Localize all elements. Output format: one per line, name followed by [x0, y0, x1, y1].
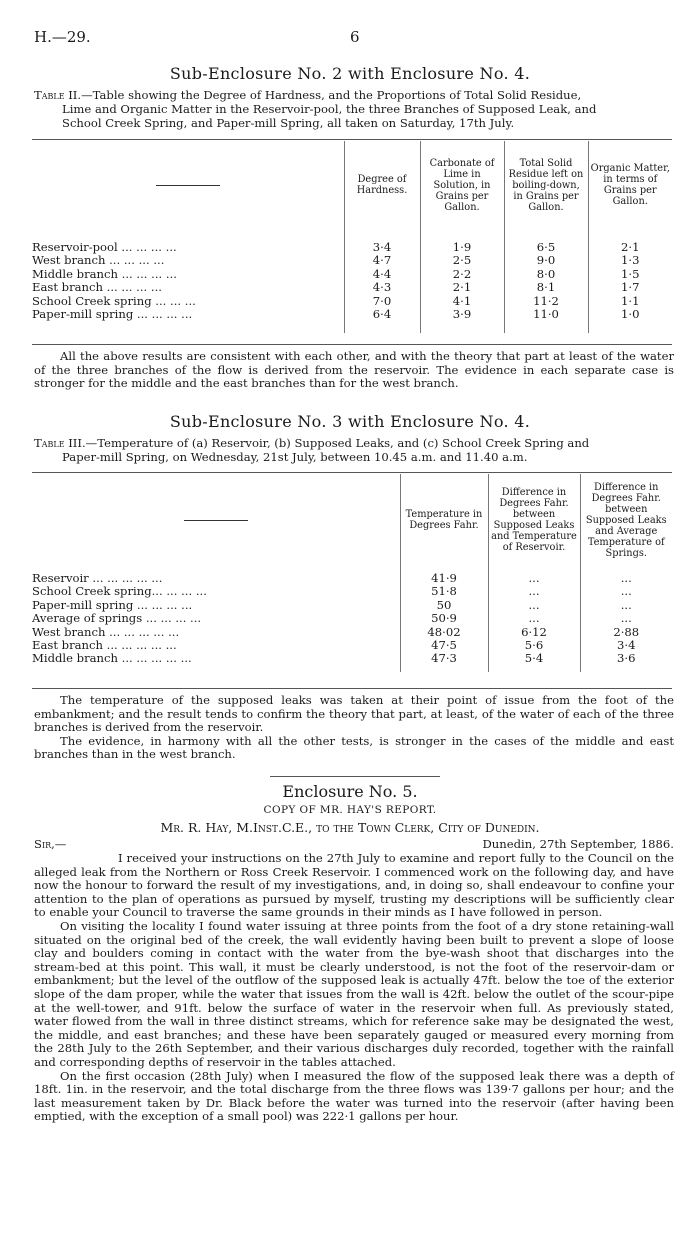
row-label: Reservoir ... ... ... ... ... — [32, 572, 163, 585]
cell: 2·5 — [420, 254, 504, 267]
table-2-note — [34, 350, 674, 391]
cell: 6·4 — [344, 308, 420, 321]
cell: 1·0 — [588, 308, 672, 321]
table-3-header-row — [32, 474, 672, 566]
cell: 51·8 — [400, 585, 488, 598]
sub-enclosure-3-title: Sub-Enclosure No. 3 with Enclosure No. 4. — [169, 412, 531, 431]
table-2-caption-line: —Table showing the Degree of Hardness, and the Proportions of Total Solid Residue, — [81, 88, 582, 102]
cell: 47·5 — [400, 639, 488, 652]
row-label: Paper-mill spring ... ... ... ... — [32, 308, 193, 322]
table-row — [32, 585, 672, 598]
table-3-notes — [34, 694, 674, 762]
section-divider — [270, 776, 440, 777]
cell: 1·1 — [588, 295, 672, 308]
cell: 47·3 — [400, 652, 488, 665]
table-3 — [32, 474, 672, 672]
cell: 3·9 — [420, 308, 504, 321]
row-label: East branch ... ... ... ... — [32, 281, 162, 295]
cell: 9·0 — [504, 254, 588, 267]
table-2-header-row — [32, 141, 672, 229]
salutation: Sir,— — [34, 837, 67, 851]
cell: 1·7 — [588, 281, 672, 294]
page-number: 6 — [350, 28, 360, 46]
table-3-label: Table III. — [34, 436, 86, 450]
paragraph: I received your instructions on the 27th July to examine and report fully to the Council on the alleged leak from the Northern or Ross Creek Reservoir. I commenced work on the following day, and have now the honour to forward the result of my investigations, and, in doing so, shall endeavour to confine your attention to the plan of operations as pursued by myself, trusting my descriptions will be sufficiently clear to enable your Council to traverse the same grounds in their minds as I have followed in person. — [34, 851, 674, 920]
cell: 2·2 — [420, 268, 504, 281]
cell: 41·9 — [400, 572, 488, 585]
cell: 6·12 — [488, 626, 580, 639]
cell: ... — [488, 599, 580, 612]
table-3-header-diff-reservoir: Difference in Degrees Fahr. between Supposed Leaks and Temperature of Reservoir. — [488, 474, 580, 566]
cell: 50 — [400, 599, 488, 612]
table-3-caption-line: Paper-mill Spring, on Wednesday, 21st July, between 10.45 a.m. and 11.40 a.m. — [62, 450, 528, 464]
table-row — [32, 652, 672, 665]
cell: 2·88 — [580, 626, 672, 639]
table-row — [32, 308, 672, 321]
row-label: Paper-mill spring ... ... ... ... — [32, 598, 193, 612]
table-3-header-diff-springs: Difference in Degrees Fahr. between Supposed Leaks and Average Temperature of Springs. — [580, 474, 672, 566]
cell: 4·4 — [344, 268, 420, 281]
cell: 48·02 — [400, 626, 488, 639]
row-label: Reservoir-pool ... ... ... ... — [32, 241, 177, 254]
cell: 3·4 — [344, 241, 420, 254]
row-label: School Creek spring... ... ... ... — [32, 585, 207, 599]
row-label: West branch ... ... ... ... ... — [32, 625, 180, 639]
cell: 4·3 — [344, 281, 420, 294]
table-row — [32, 281, 672, 294]
table-3-note-text: The temperature of the supposed leaks was taken at their point of issue from the foot of the embankment; and the result tends to confirm the theory that part, at least, of the water of each of the three branches is derived from the reservoir. — [34, 693, 674, 735]
report-body — [34, 838, 674, 1124]
cell: ... — [580, 585, 672, 598]
report-subtitle: COPY OF MR. HAY'S REPORT. — [263, 804, 437, 816]
report-date: Dunedin, 27th September, 1886. — [482, 837, 674, 851]
paragraph: On visiting the locality I found water issuing at three points from the foot of a dry stone retaining-wall situated on the original bed of the creek, the wall evidently having been built to prevent a slope of loose clay and boulders coming in contact with the water from the bye-wash shoot that discharges into the stream-bed at this point. This wall, it must be clearly understood, is not the foot of the reservoir-dam or embankment; but the level of the outflow of the supposed leak is actually 47ft. below the toe of the exterior slope of the dam proper, while the water that issues from the wall is 42ft. below the outlet of the scour-pipe at the well-tower, and 91ft. below the surface of water in the reservoir when full. As previously stated, water flowed from the wall in three distinct streams, which for reference sake may be designated the west, the middle, and east branches; and these have been separately gauged or measured every morning from the 28th July to the 26th September, and their various discharges duly recorded, together with the rainfall and corresponding depths of reservoir in the tables attached. — [34, 918, 674, 1069]
table-2-top-rule — [32, 139, 672, 140]
cell: ... — [488, 612, 580, 625]
table-3-note-text: The evidence, in harmony with all the other tests, is stronger in the cases of the middle and east branches than in the west branch. — [34, 733, 674, 762]
cell: 11·0 — [504, 308, 588, 321]
cell: 5·4 — [488, 652, 580, 665]
sub-enclosure-2-title: Sub-Enclosure No. 2 with Enclosure No. 4. — [169, 64, 531, 83]
table-row — [32, 572, 672, 585]
cell: ... — [488, 585, 580, 598]
cell: 4·1 — [420, 295, 504, 308]
table-3-header-temperature: Temperature in Degrees Fahr. — [400, 474, 488, 566]
cell: 3·4 — [580, 639, 672, 652]
table-2-bottom-rule — [32, 344, 672, 345]
table-2-label: Table II. — [34, 88, 82, 102]
table-2-caption-line: School Creek Spring, and Paper-mill Spring, all taken on Saturday, 17th July. — [62, 116, 515, 130]
row-label: East branch ... ... ... ... ... — [32, 639, 177, 653]
table-2-header-residue: Total Solid Residue left on boiling-down, in Grains per Gallon. — [504, 141, 588, 229]
report-from-line: Mr. R. Hay, M.Inst.C.E., to the Town Clerk, City of Dunedin. — [160, 820, 540, 835]
header-dash — [184, 520, 248, 521]
cell: 6·5 — [504, 241, 588, 254]
cell: 5·6 — [488, 639, 580, 652]
cell: 8·0 — [504, 268, 588, 281]
cell: 2·1 — [588, 241, 672, 254]
cell: ... — [580, 572, 672, 585]
cell: 3·6 — [580, 652, 672, 665]
cell: 50·9 — [400, 612, 488, 625]
table-2-header-hardness: Degree of Hardness. — [344, 141, 420, 229]
table-3-top-rule — [32, 472, 672, 473]
table-3-caption — [34, 436, 674, 464]
enclosure-5-title: Enclosure No. 5. — [282, 782, 418, 801]
table-row — [32, 295, 672, 308]
table-2-caption-line: Lime and Organic Matter in the Reservoir-pool, the three Branches of Supposed Leak, and — [62, 102, 597, 116]
cell: ... — [580, 599, 672, 612]
cell: 8·1 — [504, 281, 588, 294]
row-label: Average of springs ... ... ... ... — [32, 612, 202, 626]
table-2-header-organic: Organic Matter, in terms of Grains per Gallon. — [588, 141, 672, 229]
cell: 4·7 — [344, 254, 420, 267]
table-row — [32, 639, 672, 652]
row-label: Middle branch ... ... ... ... ... — [32, 652, 192, 666]
table-row — [32, 626, 672, 639]
row-label: West branch ... ... ... ... — [32, 254, 165, 268]
table-row — [32, 268, 672, 281]
row-label: School Creek spring ... ... ... — [32, 294, 196, 308]
table-row — [32, 241, 672, 254]
header-dash — [156, 185, 220, 186]
cell: 1·3 — [588, 254, 672, 267]
cell: ... — [488, 572, 580, 585]
table-2-header-carbonate: Carbonate of Lime in Solution, in Grains per Gallon. — [420, 141, 504, 229]
table-row — [32, 254, 672, 267]
paragraph: On the first occasion (28th July) when I measured the flow of the supposed leak there was a depth of 18ft. 1in. in the reservoir, and the total discharge from the three flows was 139·7 gallons per hour; and the last measurement taken by Dr. Black before the water was turned into the reservoir (after having been emptied, with the exception of a small pool) was 222·1 gallons per hour. — [34, 1068, 674, 1124]
table-3-caption-line: —Temperature of (a) Reservoir, (b) Supposed Leaks, and (c) School Creek Spring and — [85, 436, 590, 450]
cell: 7·0 — [344, 295, 420, 308]
cell: 1·9 — [420, 241, 504, 254]
cell: ... — [580, 612, 672, 625]
row-label: Middle branch ... ... ... ... — [32, 267, 177, 281]
cell: 2·1 — [420, 281, 504, 294]
document-reference: H.—29. — [34, 28, 91, 46]
table-2-note-text: All the above results are consistent with each other, and with the theory that part at least of the water of the three branches of the flow is derived from the reservoir. The evidence in each separate case is stronger for the middle and the east branches than for the west branch. — [34, 349, 674, 391]
cell: 11·2 — [504, 295, 588, 308]
table-row — [32, 612, 672, 625]
table-2 — [32, 141, 672, 333]
table-row — [32, 599, 672, 612]
cell: 1·5 — [588, 268, 672, 281]
table-3-bottom-rule — [32, 688, 672, 689]
table-2-caption — [34, 88, 674, 130]
